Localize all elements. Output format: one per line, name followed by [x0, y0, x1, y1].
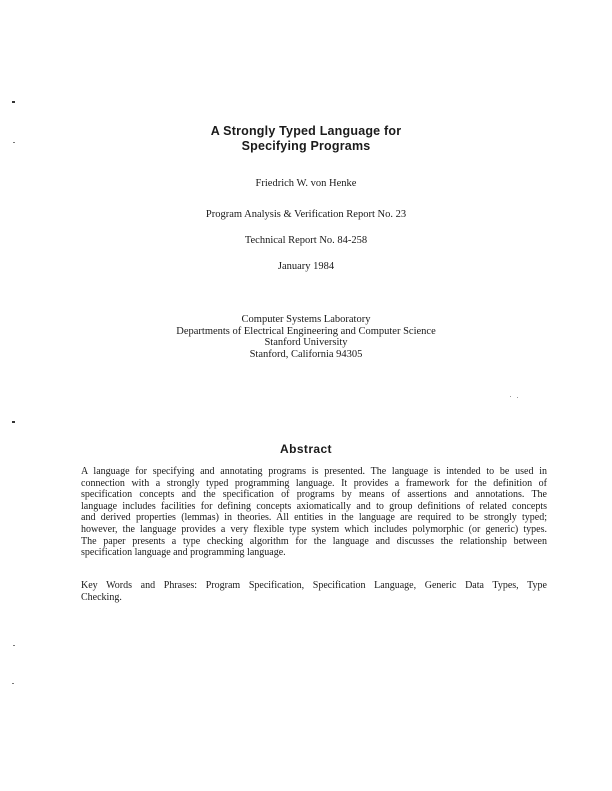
affiliation-lab: Computer Systems Laboratory — [241, 314, 371, 325]
paper-title — [0, 124, 612, 154]
scan-mark — [13, 645, 15, 646]
scan-mark — [13, 142, 15, 143]
affiliation-departments: Departments of Electrical Engineering and Computer Science — [176, 325, 436, 337]
abstract-line: specification concepts and the specification of programs by means of assertions and annotations. The — [81, 489, 547, 501]
abstract-line: connection with a strongly typed programming language. It provides a framework for the definition of — [81, 477, 547, 489]
abstract-line: however, the language provides a very flexible type system which includes polymorphic (or generic) types. — [81, 523, 547, 535]
affiliation-address: Stanford, California 94305 — [249, 348, 363, 360]
publication-date: January 1984 — [277, 261, 335, 272]
abstract-body — [81, 466, 547, 559]
scan-mark — [510, 396, 511, 397]
keywords-line-1: Key Words and Phrases: Program Specification, Specification Language, Generic Data Types, Type — [81, 580, 547, 591]
report-number: Program Analysis & Verification Report No. 23 — [205, 209, 407, 220]
technical-report-number: Technical Report No. 84-258 — [244, 235, 368, 246]
author-name: Friedrich W. von Henke — [255, 178, 357, 189]
keywords-block — [81, 580, 547, 603]
abstract-line: and derived properties (lemmas) in theories. All entities in the language are required to be strongly typed; — [81, 512, 547, 524]
affiliation-block — [0, 314, 612, 360]
keywords-line-2: Checking. — [81, 591, 122, 603]
title-line-1: A Strongly Typed Language for — [210, 124, 402, 138]
affiliation-university: Stanford University — [264, 337, 348, 348]
scan-mark — [12, 421, 15, 423]
abstract-heading: Abstract — [280, 442, 332, 456]
scan-mark — [517, 397, 518, 398]
scan-mark — [12, 101, 15, 103]
scan-mark — [12, 683, 14, 684]
abstract-line: A language for specifying and annotating programs is presented. The language is intended to be used in — [81, 466, 547, 477]
title-line-2: Specifying Programs — [241, 139, 371, 153]
abstract-line: language includes facilities for defining concepts axiomatically and to group definitions of related concepts — [81, 500, 547, 512]
abstract-line: The paper presents a type checking algorithm for the language and discusses the relationship between — [81, 535, 547, 547]
abstract-line: specification language and programming language. — [81, 547, 286, 559]
